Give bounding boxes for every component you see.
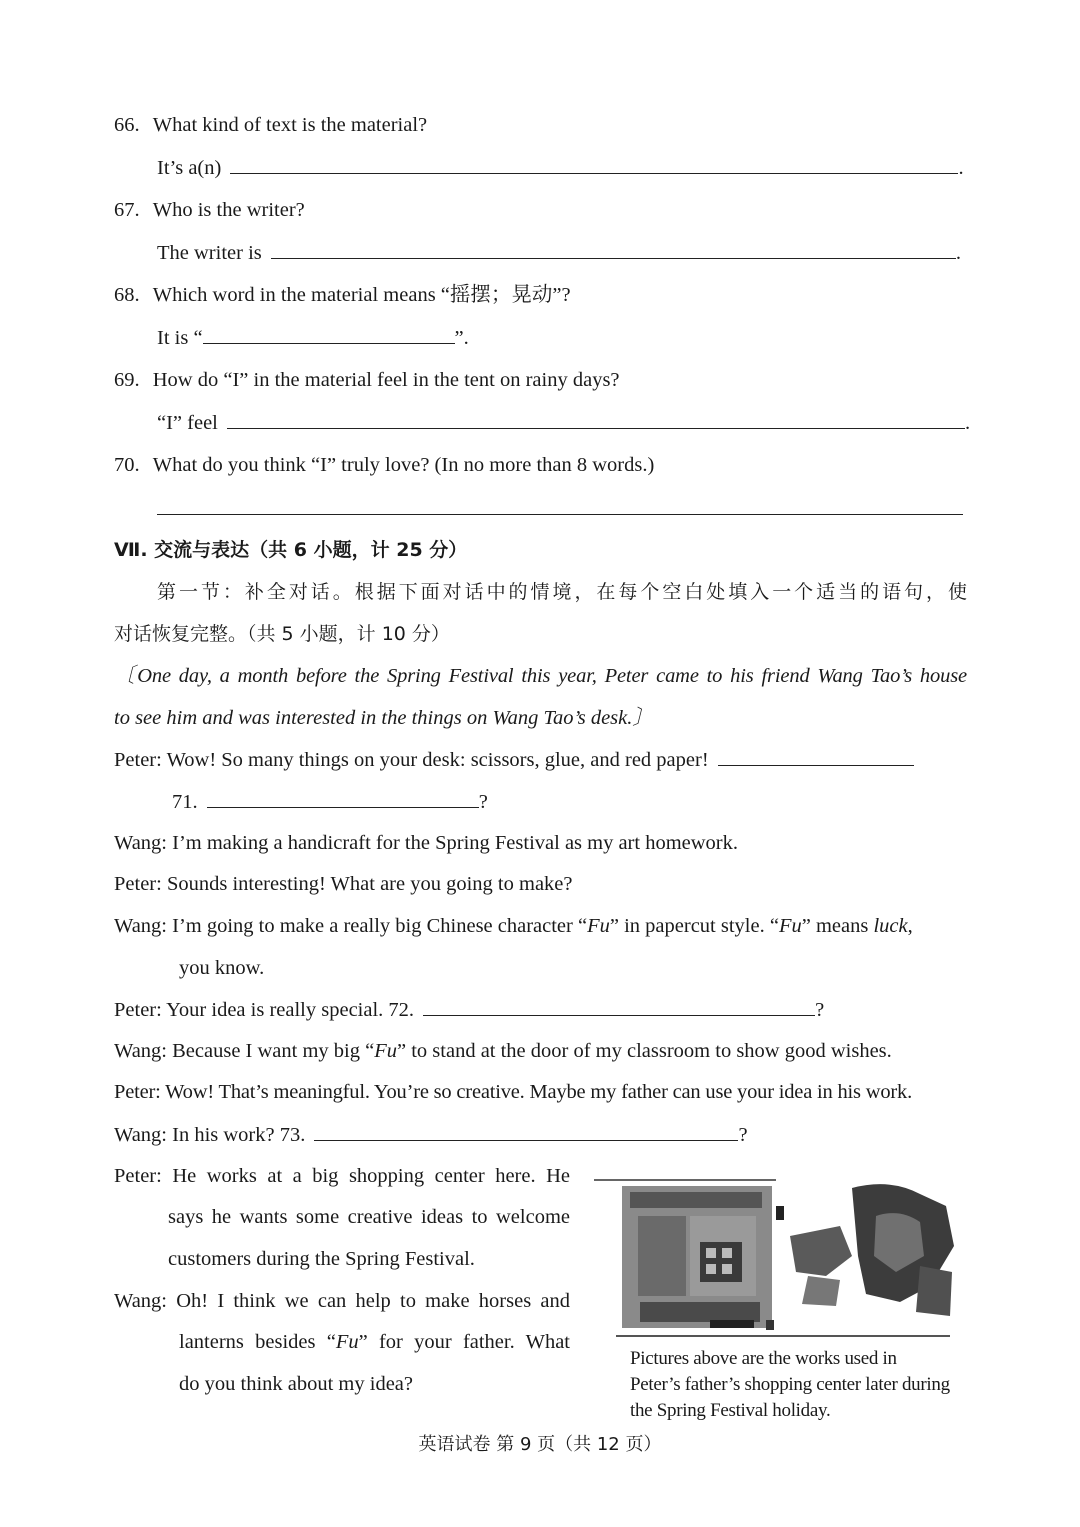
dialogue-text: ” means [801, 915, 874, 937]
answer-suffix: ”. [454, 327, 469, 349]
dialogue-text: Wang: I’m going to make a really big Chinese character “ [114, 915, 588, 937]
question-mark: ? [478, 791, 488, 813]
dialogue-line-71-cont [172, 787, 488, 816]
dialogue-text: , [907, 915, 913, 937]
question-text: What kind of text is the material? [152, 114, 428, 136]
question-text: How do “I” in the material feel in the tent on rainy days? [152, 369, 620, 391]
answer-blank[interactable] [227, 408, 965, 429]
answer-blank-72[interactable] [423, 995, 815, 1016]
question-mark: ? [738, 1124, 748, 1146]
dialogue-text: Peter: Your idea is really special. 72. [114, 999, 415, 1021]
dialogue-text: Wang: In his work? 73. [114, 1124, 306, 1146]
answer-blank-73[interactable] [314, 1120, 738, 1141]
dialogue-text: Peter: Wow! So many things on your desk: scissors, glue, and red paper! [114, 749, 709, 771]
dialogue-text: ” to stand at the door of my classroom to show good wishes. [397, 1040, 892, 1062]
answer-suffix: . [965, 412, 971, 434]
answer-70 [157, 494, 963, 523]
section-instruction-cont: 对话恢复完整。（共 5 小题，计 10 分） [114, 623, 450, 645]
dialogue-line-73 [114, 1120, 748, 1149]
answer-blank[interactable] [203, 323, 455, 344]
dialogue-line-71 [114, 745, 914, 774]
section-heading: Ⅶ. 交流与表达（共 6 小题，计 25 分） [114, 539, 468, 561]
answer-prefix: It’s a(n) [157, 157, 222, 179]
fu-word: Fu [587, 915, 610, 937]
answer-blank-71[interactable] [207, 787, 479, 808]
dialogue-text: lanterns besides “ [179, 1331, 336, 1353]
question-number: 66. [114, 114, 140, 136]
answer-blank[interactable] [157, 494, 963, 515]
question-text: What do you think “I” truly love? (In no more than 8 words.) [152, 454, 655, 476]
dialogue-line-cont: do you think about my idea? [179, 1373, 413, 1395]
question-number: 67. [114, 199, 140, 221]
dialogue-line: Peter: Wow! That’s meaningful. You’re so creative. Maybe my father can use your idea in his work. [114, 1081, 912, 1103]
question-69 [114, 366, 620, 394]
dialogue-line-fu [114, 912, 913, 940]
dialogue-line: Peter: Sounds interesting! What are you going to make? [114, 873, 573, 895]
question-text: Which word in the material means “摇摆；晃动”? [152, 284, 571, 306]
answer-blank[interactable] [230, 153, 958, 174]
dialogue-line-fu-door [114, 1037, 892, 1065]
fu-word: Fu [374, 1040, 397, 1062]
fu-word: Fu [335, 1331, 359, 1353]
answer-prefix: “I” feel [157, 412, 218, 434]
dialogue-line-72 [114, 995, 824, 1024]
papercut-works-photo [590, 1176, 966, 1338]
answer-69 [157, 408, 970, 437]
answer-blank[interactable] [271, 238, 956, 259]
dialogue-line: Wang: I’m making a handicraft for the Spring Festival as my art homework. [114, 832, 739, 854]
question-number: 70. [114, 454, 140, 476]
dialogue-line-cont: says he wants some creative ideas to welcome [168, 1206, 570, 1228]
dialogue-line: Wang: Oh! I think we can help to make horses and [114, 1290, 570, 1312]
answer-suffix: . [958, 157, 964, 179]
dialogue-text: ” for your father. What [358, 1331, 570, 1353]
luck-word: luck [873, 915, 908, 937]
dialogue-line-cont: customers during the Spring Festival. [168, 1248, 475, 1270]
question-66 [114, 111, 427, 139]
question-text: Who is the writer? [152, 199, 305, 221]
section-instruction: 第一节：补全对话。根据下面对话中的情境，在每个空白处填入一个适当的语句，使 [157, 581, 967, 603]
question-mark: ? [815, 999, 825, 1021]
dialogue-line: Peter: He works at a big shopping center here. He [114, 1165, 570, 1187]
dialogue-line-cont: you know. [179, 957, 265, 979]
answer-68 [157, 323, 469, 352]
answer-67 [157, 238, 961, 267]
answer-prefix: It is “ [157, 327, 203, 349]
dialogue-text: ” in papercut style. “ [609, 915, 779, 937]
question-70 [114, 451, 654, 479]
context-line-2: to see him and was interested in the things on Wang Tao’s desk.〕 [114, 707, 653, 729]
dialogue-text: Wang: Because I want my big “ [114, 1040, 375, 1062]
context-line-1: 〔One day, a month before the Spring Festival this year, Peter came to his friend Wang Tao’s house [114, 665, 967, 687]
question-number: 68. [114, 284, 140, 306]
dialogue-line-cont-fu [179, 1328, 570, 1356]
answer-66 [157, 153, 964, 182]
fu-word: Fu [778, 915, 802, 937]
question-67 [114, 196, 305, 224]
answer-suffix: . [955, 242, 961, 264]
question-number: 69. [114, 369, 140, 391]
answer-prefix: The writer is [157, 242, 262, 264]
answer-blank-71a[interactable] [718, 745, 914, 766]
blank-number-71: 71. [172, 791, 198, 813]
page-footer: 英语试卷 第 9 页（共 12 页） [418, 1434, 662, 1455]
question-68 [114, 281, 571, 309]
figure-caption: Pictures above are the works used in Peter’s father’s shopping center later during the Spring Festival holiday. [630, 1348, 950, 1421]
